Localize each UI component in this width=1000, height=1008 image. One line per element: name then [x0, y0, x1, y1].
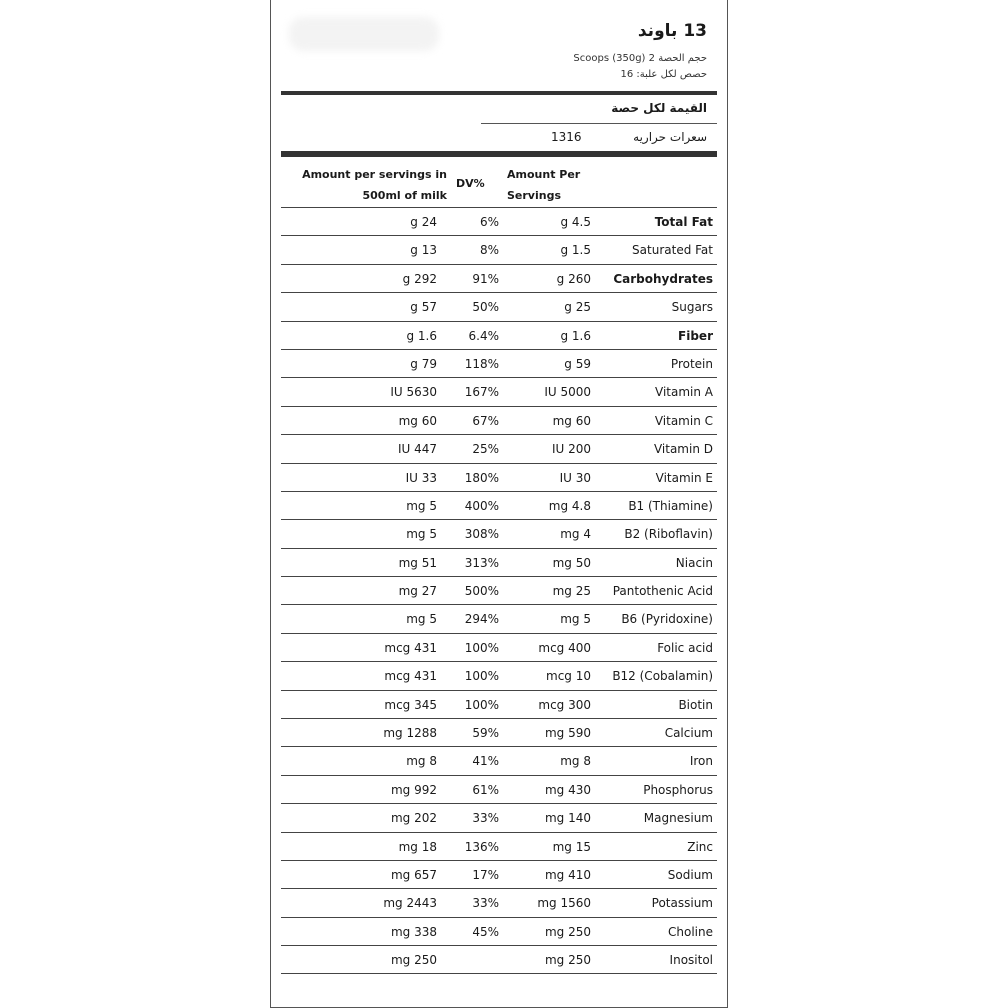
amount-per-serving: mg 250	[544, 953, 591, 968]
table-row	[281, 491, 717, 519]
amount-per-serving: mg 4.8	[548, 498, 591, 513]
amount-in-milk: mcg 345	[384, 697, 437, 712]
table-row	[281, 349, 717, 377]
amount-per-serving: mg 50	[552, 555, 591, 570]
daily-value: 59%	[472, 726, 499, 741]
nutrient-name: B12 (Cobalamin)	[612, 669, 713, 684]
amount-in-milk: mg 5	[406, 527, 437, 542]
daily-value: 25%	[472, 442, 499, 457]
amount-in-milk: mcg 431	[384, 640, 437, 655]
amount-in-milk: g 24	[410, 215, 437, 229]
product-title: 13 باوند	[637, 21, 707, 41]
amount-in-milk: mg 18	[398, 839, 437, 854]
amount-per-serving: mg 140	[544, 811, 591, 826]
nutrient-name: Vitamin E	[655, 470, 713, 485]
daily-value: 33%	[472, 811, 499, 826]
nutrient-name: B1 (Thiamine)	[628, 498, 713, 513]
amount-in-milk: g 57	[410, 300, 437, 315]
amount-in-milk: mg 5	[406, 612, 437, 627]
nutrient-name: Total Fat	[654, 215, 713, 229]
daily-value: 8%	[479, 243, 499, 258]
nutrient-name: Folic acid	[657, 640, 713, 655]
daily-value: 100%	[464, 697, 499, 712]
amount-per-serving: mg 15	[552, 839, 591, 854]
amount-per-serving: mcg 300	[538, 697, 591, 712]
table-row	[281, 661, 717, 689]
nutrient-name: Inositol	[669, 953, 713, 968]
amount-in-milk: g 292	[402, 271, 437, 286]
amount-in-milk: mg 202	[390, 811, 437, 826]
column-header-milk: Amount per servings in 500ml of milk	[302, 168, 447, 202]
amount-per-serving: mg 410	[544, 867, 591, 882]
amount-per-serving: mg 8	[560, 754, 591, 769]
servings-per-container: حصص لكل علبة: 16	[620, 69, 707, 80]
daily-value: 6%	[479, 215, 499, 229]
nutrient-name: Carbohydrates	[613, 271, 713, 286]
nutrient-table	[281, 207, 717, 974]
table-row	[281, 406, 717, 434]
nutrition-facts-panel	[270, 0, 728, 1008]
amount-in-milk: mg 1288	[383, 726, 437, 741]
nutrient-name: B2 (Riboflavin)	[624, 527, 713, 542]
table-row	[281, 832, 717, 860]
amount-per-serving: mcg 400	[538, 640, 591, 655]
amount-per-serving: mg 25	[552, 584, 591, 599]
daily-value: 308%	[464, 527, 499, 542]
nutrient-name: Niacin	[675, 555, 713, 570]
amount-in-milk: mg 27	[398, 584, 437, 599]
table-row	[281, 746, 717, 774]
table-row	[281, 377, 717, 405]
daily-value: 180%	[464, 470, 499, 485]
daily-value: 118%	[464, 356, 499, 371]
calories-label: سعرات حراريه	[633, 130, 707, 144]
table-row	[281, 888, 717, 916]
amount-per-serving: mcg 10	[546, 669, 591, 684]
nutrient-name: Zinc	[687, 839, 713, 854]
nutrient-name: Protein	[670, 356, 713, 371]
amount-per-serving: mg 590	[544, 726, 591, 741]
amount-in-milk: mg 8	[406, 754, 437, 769]
daily-value: 45%	[472, 924, 499, 939]
amount-per-serving: g 1.5	[560, 243, 591, 258]
table-row	[281, 917, 717, 945]
amount-per-serving: g 59	[564, 356, 591, 371]
amount-per-serving: IU 30	[559, 470, 591, 485]
amount-per-serving: mg 430	[544, 782, 591, 797]
amount-in-milk: mg 338	[390, 924, 437, 939]
nutrient-name: Magnesium	[643, 811, 713, 826]
amount-per-serving: g 25	[564, 300, 591, 315]
amount-in-milk: IU 447	[397, 442, 437, 457]
divider-thick	[281, 91, 717, 95]
serving-size: حجم الحصة 2 Scoops (350g)	[573, 53, 707, 64]
table-row	[281, 604, 717, 632]
daily-value: 41%	[472, 754, 499, 769]
table-row	[281, 718, 717, 746]
nutrient-name: B6 (Pyridoxine)	[621, 612, 713, 627]
amount-in-milk: mg 51	[398, 555, 437, 570]
daily-value: 136%	[464, 839, 499, 854]
table-row	[281, 548, 717, 576]
table-row	[281, 264, 717, 292]
daily-value: 400%	[464, 498, 499, 513]
amount-per-serving: mg 4	[560, 527, 591, 542]
blurred-logo	[289, 17, 439, 51]
nutrient-name: Potassium	[651, 896, 713, 911]
amount-per-serving: mg 1560	[537, 896, 591, 911]
nutrient-name: Biotin	[678, 697, 713, 712]
table-row	[281, 235, 717, 263]
amount-per-serving: mg 5	[560, 612, 591, 627]
amount-in-milk: mg 60	[398, 413, 437, 428]
nutrient-name: Vitamin C	[654, 413, 713, 428]
nutrient-name: Sodium	[667, 867, 713, 882]
table-row	[281, 860, 717, 888]
nutrient-name: Iron	[689, 754, 713, 769]
amount-per-serving: g 4.5	[560, 215, 591, 229]
nutrient-name: Pantothenic Acid	[612, 584, 713, 599]
nutrient-name: Phosphorus	[643, 782, 713, 797]
table-row	[281, 463, 717, 491]
divider-thin	[481, 123, 717, 124]
calories-value: 1316	[551, 130, 582, 144]
per-serving-heading: القيمة لكل حصة	[611, 101, 707, 115]
daily-value: 167%	[464, 385, 499, 400]
amount-in-milk: g 13	[410, 243, 437, 258]
amount-per-serving: g 1.6	[560, 328, 591, 343]
amount-in-milk: mg 250	[390, 953, 437, 968]
amount-per-serving: IU 200	[551, 442, 591, 457]
daily-value: 50%	[472, 300, 499, 315]
table-row	[281, 519, 717, 547]
table-row	[281, 207, 717, 235]
amount-in-milk: mg 992	[390, 782, 437, 797]
divider-thick	[281, 151, 717, 157]
nutrient-name: Choline	[668, 924, 713, 939]
daily-value: 91%	[472, 271, 499, 286]
daily-value: 17%	[472, 867, 499, 882]
table-row	[281, 945, 717, 973]
daily-value: 67%	[472, 413, 499, 428]
daily-value: 6.4%	[468, 328, 499, 343]
nutrient-name: Vitamin D	[653, 442, 713, 457]
daily-value: 100%	[464, 669, 499, 684]
amount-per-serving: g 260	[556, 271, 591, 286]
amount-per-serving: mg 60	[552, 413, 591, 428]
amount-per-serving: IU 5000	[544, 385, 591, 400]
daily-value: 33%	[472, 896, 499, 911]
table-row	[281, 775, 717, 803]
amount-in-milk: IU 33	[405, 470, 437, 485]
nutrient-name: Vitamin A	[655, 385, 713, 400]
nutrient-name: Fiber	[678, 328, 713, 343]
amount-in-milk: g 79	[410, 356, 437, 371]
table-row	[281, 576, 717, 604]
amount-in-milk: mg 5	[406, 498, 437, 513]
amount-in-milk: IU 5630	[390, 385, 437, 400]
nutrient-name: Sugars	[671, 300, 713, 315]
nutrient-name: Saturated Fat	[632, 243, 713, 258]
daily-value: 61%	[472, 782, 499, 797]
column-header-dv: DV%	[456, 177, 485, 190]
daily-value: 100%	[464, 640, 499, 655]
amount-in-milk: g 1.6	[406, 328, 437, 343]
table-row	[281, 690, 717, 718]
amount-per-serving: mg 250	[544, 924, 591, 939]
nutrient-name: Calcium	[664, 726, 713, 741]
table-row	[281, 633, 717, 661]
table-row	[281, 292, 717, 320]
daily-value: 294%	[464, 612, 499, 627]
table-row	[281, 434, 717, 462]
table-row	[281, 321, 717, 349]
daily-value: 500%	[464, 584, 499, 599]
table-row	[281, 803, 717, 831]
amount-in-milk: mcg 431	[384, 669, 437, 684]
amount-in-milk: mg 2443	[383, 896, 437, 911]
amount-in-milk: mg 657	[390, 867, 437, 882]
column-header-per-serving: Amount Per Servings	[507, 168, 581, 202]
daily-value: 313%	[464, 555, 499, 570]
